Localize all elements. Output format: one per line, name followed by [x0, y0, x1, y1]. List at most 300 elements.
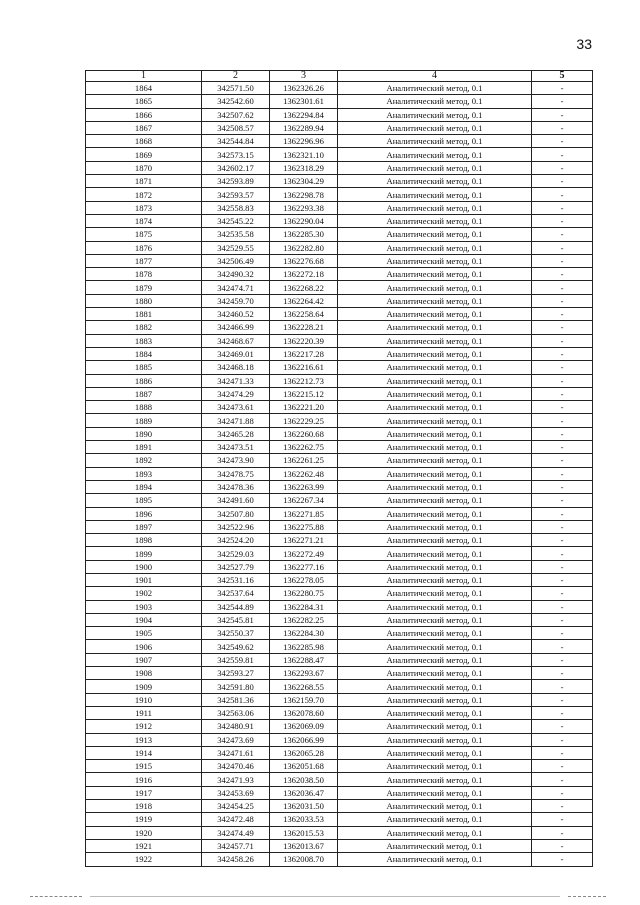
- cell-x-coordinate: 342507.80: [202, 507, 270, 520]
- cell-y-coordinate: 1362278.05: [270, 573, 338, 586]
- cell-col5: -: [532, 547, 593, 560]
- cell-method: Аналитический метод, 0.1: [338, 454, 532, 467]
- cell-col5: -: [532, 374, 593, 387]
- cell-x-coordinate: 342470.46: [202, 760, 270, 773]
- cell-method: Аналитический метод, 0.1: [338, 853, 532, 866]
- table-row: [86, 680, 593, 693]
- cell-x-coordinate: 342480.91: [202, 720, 270, 733]
- column-header-point-number: 1: [86, 71, 202, 82]
- cell-y-coordinate: 1362290.04: [270, 214, 338, 227]
- cell-col5: -: [532, 427, 593, 440]
- table-row: [86, 480, 593, 493]
- table-row: [86, 294, 593, 307]
- cell-method: Аналитический метод, 0.1: [338, 108, 532, 121]
- table-row: [86, 547, 593, 560]
- cell-y-coordinate: 1362220.39: [270, 334, 338, 347]
- cell-col5: -: [532, 148, 593, 161]
- cell-method: Аналитический метод, 0.1: [338, 467, 532, 480]
- table-row: [86, 161, 593, 174]
- cell-y-coordinate: 1362065.28: [270, 746, 338, 759]
- cell-y-coordinate: 1362216.61: [270, 361, 338, 374]
- cell-point-number: 1869: [86, 148, 202, 161]
- table-row: [86, 800, 593, 813]
- cell-point-number: 1883: [86, 334, 202, 347]
- table-row: [86, 587, 593, 600]
- cell-col5: -: [532, 387, 593, 400]
- table-row: [86, 281, 593, 294]
- column-header-y: 3: [270, 71, 338, 82]
- cell-x-coordinate: 342457.71: [202, 839, 270, 852]
- cell-x-coordinate: 342478.75: [202, 467, 270, 480]
- cell-x-coordinate: 342559.81: [202, 653, 270, 666]
- column-header-x: 2: [202, 71, 270, 82]
- cell-point-number: 1897: [86, 520, 202, 533]
- cell-x-coordinate: 342506.49: [202, 254, 270, 267]
- cell-y-coordinate: 1362272.18: [270, 268, 338, 281]
- cell-col5: -: [532, 414, 593, 427]
- cell-method: Аналитический метод, 0.1: [338, 308, 532, 321]
- cell-x-coordinate: 342468.18: [202, 361, 270, 374]
- cell-x-coordinate: 342472.48: [202, 813, 270, 826]
- cell-point-number: 1868: [86, 135, 202, 148]
- cell-y-coordinate: 1362228.21: [270, 321, 338, 334]
- table-row: [86, 454, 593, 467]
- cell-y-coordinate: 1362033.53: [270, 813, 338, 826]
- table-row: [86, 361, 593, 374]
- cell-point-number: 1917: [86, 786, 202, 799]
- cell-point-number: 1867: [86, 121, 202, 134]
- cell-col5: -: [532, 853, 593, 866]
- cell-point-number: 1922: [86, 853, 202, 866]
- cell-x-coordinate: 342459.70: [202, 294, 270, 307]
- cell-y-coordinate: 1362038.50: [270, 773, 338, 786]
- cell-col5: -: [532, 308, 593, 321]
- cell-point-number: 1890: [86, 427, 202, 440]
- cell-col5: -: [532, 241, 593, 254]
- cell-point-number: 1911: [86, 706, 202, 719]
- cell-x-coordinate: 342563.06: [202, 706, 270, 719]
- cell-x-coordinate: 342593.89: [202, 175, 270, 188]
- cell-y-coordinate: 1362015.53: [270, 826, 338, 839]
- cell-col5: -: [532, 188, 593, 201]
- cell-y-coordinate: 1362212.73: [270, 374, 338, 387]
- cell-point-number: 1903: [86, 600, 202, 613]
- cell-y-coordinate: 1362031.50: [270, 800, 338, 813]
- cell-x-coordinate: 342474.29: [202, 387, 270, 400]
- cell-x-coordinate: 342474.49: [202, 826, 270, 839]
- table-row: [86, 640, 593, 653]
- cell-point-number: 1895: [86, 494, 202, 507]
- cell-point-number: 1874: [86, 214, 202, 227]
- cell-method: Аналитический метод, 0.1: [338, 786, 532, 799]
- cell-x-coordinate: 342544.84: [202, 135, 270, 148]
- cell-x-coordinate: 342527.79: [202, 560, 270, 573]
- table-row: [86, 573, 593, 586]
- cell-col5: -: [532, 680, 593, 693]
- cell-col5: -: [532, 321, 593, 334]
- cell-point-number: 1906: [86, 640, 202, 653]
- cell-point-number: 1912: [86, 720, 202, 733]
- cell-y-coordinate: 1362285.30: [270, 228, 338, 241]
- footer-line: [90, 896, 560, 897]
- cell-point-number: 1896: [86, 507, 202, 520]
- cell-point-number: 1885: [86, 361, 202, 374]
- cell-method: Аналитический метод, 0.1: [338, 733, 532, 746]
- cell-point-number: 1882: [86, 321, 202, 334]
- cell-y-coordinate: 1362294.84: [270, 108, 338, 121]
- cell-y-coordinate: 1362304.29: [270, 175, 338, 188]
- table-row: [86, 813, 593, 826]
- cell-y-coordinate: 1362267.34: [270, 494, 338, 507]
- cell-point-number: 1888: [86, 401, 202, 414]
- footer-line: [568, 896, 606, 897]
- cell-col5: -: [532, 653, 593, 666]
- table-row: [86, 414, 593, 427]
- cell-col5: -: [532, 587, 593, 600]
- cell-x-coordinate: 342453.69: [202, 786, 270, 799]
- cell-y-coordinate: 1362301.61: [270, 95, 338, 108]
- cell-point-number: 1908: [86, 667, 202, 680]
- cell-y-coordinate: 1362326.26: [270, 82, 338, 95]
- cell-col5: -: [532, 441, 593, 454]
- cell-method: Аналитический метод, 0.1: [338, 494, 532, 507]
- cell-method: Аналитический метод, 0.1: [338, 161, 532, 174]
- cell-point-number: 1877: [86, 254, 202, 267]
- cell-x-coordinate: 342478.36: [202, 480, 270, 493]
- cell-method: Аналитический метод, 0.1: [338, 95, 532, 108]
- cell-col5: -: [532, 401, 593, 414]
- cell-col5: -: [532, 600, 593, 613]
- cell-col5: -: [532, 720, 593, 733]
- table-row: [86, 653, 593, 666]
- cell-point-number: 1881: [86, 308, 202, 321]
- table-row: [86, 839, 593, 852]
- cell-method: Аналитический метод, 0.1: [338, 441, 532, 454]
- cell-y-coordinate: 1362271.85: [270, 507, 338, 520]
- cell-y-coordinate: 1362285.98: [270, 640, 338, 653]
- table-row: [86, 467, 593, 480]
- cell-point-number: 1876: [86, 241, 202, 254]
- cell-method: Аналитический метод, 0.1: [338, 680, 532, 693]
- table-row: [86, 321, 593, 334]
- cell-x-coordinate: 342529.55: [202, 241, 270, 254]
- cell-x-coordinate: 342468.67: [202, 334, 270, 347]
- cell-point-number: 1902: [86, 587, 202, 600]
- cell-col5: -: [532, 334, 593, 347]
- cell-point-number: 1909: [86, 680, 202, 693]
- cell-col5: -: [532, 560, 593, 573]
- cell-method: Аналитический метод, 0.1: [338, 214, 532, 227]
- cell-method: Аналитический метод, 0.1: [338, 760, 532, 773]
- cell-y-coordinate: 1362288.47: [270, 653, 338, 666]
- cell-x-coordinate: 342469.01: [202, 347, 270, 360]
- cell-x-coordinate: 342508.57: [202, 121, 270, 134]
- table-row: [86, 82, 593, 95]
- table-row: [86, 613, 593, 626]
- table-row: [86, 387, 593, 400]
- page-number: 33: [576, 36, 592, 52]
- cell-col5: -: [532, 201, 593, 214]
- table-row: [86, 201, 593, 214]
- cell-col5: -: [532, 520, 593, 533]
- cell-point-number: 1872: [86, 188, 202, 201]
- cell-y-coordinate: 1362284.30: [270, 627, 338, 640]
- cell-y-coordinate: 1362013.67: [270, 839, 338, 852]
- cell-method: Аналитический метод, 0.1: [338, 188, 532, 201]
- table-row: [86, 520, 593, 533]
- table-row: [86, 148, 593, 161]
- cell-point-number: 1878: [86, 268, 202, 281]
- cell-col5: -: [532, 467, 593, 480]
- cell-x-coordinate: 342545.81: [202, 613, 270, 626]
- cell-method: Аналитический метод, 0.1: [338, 241, 532, 254]
- cell-method: Аналитический метод, 0.1: [338, 653, 532, 666]
- cell-point-number: 1870: [86, 161, 202, 174]
- cell-point-number: 1916: [86, 773, 202, 786]
- table-row: [86, 441, 593, 454]
- table-row: [86, 746, 593, 759]
- cell-method: Аналитический метод, 0.1: [338, 640, 532, 653]
- table-row: [86, 786, 593, 799]
- cell-method: Аналитический метод, 0.1: [338, 813, 532, 826]
- table-row: [86, 401, 593, 414]
- cell-x-coordinate: 342545.22: [202, 214, 270, 227]
- table-row: [86, 733, 593, 746]
- cell-method: Аналитический метод, 0.1: [338, 507, 532, 520]
- cell-method: Аналитический метод, 0.1: [338, 374, 532, 387]
- cell-col5: -: [532, 786, 593, 799]
- cell-point-number: 1899: [86, 547, 202, 560]
- cell-method: Аналитический метод, 0.1: [338, 573, 532, 586]
- cell-point-number: 1913: [86, 733, 202, 746]
- cell-method: Аналитический метод, 0.1: [338, 387, 532, 400]
- cell-x-coordinate: 342507.62: [202, 108, 270, 121]
- cell-method: Аналитический метод, 0.1: [338, 254, 532, 267]
- cell-y-coordinate: 1362318.29: [270, 161, 338, 174]
- cell-y-coordinate: 1362271.21: [270, 534, 338, 547]
- cell-y-coordinate: 1362262.75: [270, 441, 338, 454]
- cell-point-number: 1887: [86, 387, 202, 400]
- cell-method: Аналитический метод, 0.1: [338, 547, 532, 560]
- table-row: [86, 254, 593, 267]
- cell-y-coordinate: 1362260.68: [270, 427, 338, 440]
- cell-point-number: 1900: [86, 560, 202, 573]
- cell-col5: -: [532, 281, 593, 294]
- cell-method: Аналитический метод, 0.1: [338, 427, 532, 440]
- footer-line: [30, 896, 82, 897]
- cell-col5: -: [532, 667, 593, 680]
- cell-method: Аналитический метод, 0.1: [338, 334, 532, 347]
- cell-col5: -: [532, 454, 593, 467]
- cell-method: Аналитический метод, 0.1: [338, 560, 532, 573]
- cell-y-coordinate: 1362217.28: [270, 347, 338, 360]
- cell-method: Аналитический метод, 0.1: [338, 148, 532, 161]
- cell-col5: -: [532, 507, 593, 520]
- cell-method: Аналитический метод, 0.1: [338, 414, 532, 427]
- cell-y-coordinate: 1362272.49: [270, 547, 338, 560]
- cell-col5: -: [532, 693, 593, 706]
- table-row: [86, 95, 593, 108]
- table-row: [86, 853, 593, 866]
- cell-point-number: 1901: [86, 573, 202, 586]
- table-row: [86, 241, 593, 254]
- cell-y-coordinate: 1362229.25: [270, 414, 338, 427]
- cell-col5: -: [532, 746, 593, 759]
- cell-x-coordinate: 342549.62: [202, 640, 270, 653]
- cell-col5: -: [532, 773, 593, 786]
- cell-col5: -: [532, 494, 593, 507]
- cell-y-coordinate: 1362268.22: [270, 281, 338, 294]
- cell-method: Аналитический метод, 0.1: [338, 706, 532, 719]
- cell-point-number: 1918: [86, 800, 202, 813]
- cell-y-coordinate: 1362221.20: [270, 401, 338, 414]
- cell-y-coordinate: 1362078.60: [270, 706, 338, 719]
- cell-method: Аналитический метод, 0.1: [338, 401, 532, 414]
- cell-col5: -: [532, 813, 593, 826]
- cell-method: Аналитический метод, 0.1: [338, 201, 532, 214]
- cell-x-coordinate: 342591.80: [202, 680, 270, 693]
- cell-y-coordinate: 1362293.67: [270, 667, 338, 680]
- cell-point-number: 1894: [86, 480, 202, 493]
- cell-method: Аналитический метод, 0.1: [338, 480, 532, 493]
- cell-method: Аналитический метод, 0.1: [338, 667, 532, 680]
- cell-point-number: 1865: [86, 95, 202, 108]
- cell-method: Аналитический метод, 0.1: [338, 600, 532, 613]
- cell-x-coordinate: 342522.96: [202, 520, 270, 533]
- cell-y-coordinate: 1362282.25: [270, 613, 338, 626]
- cell-y-coordinate: 1362280.75: [270, 587, 338, 600]
- table-row: [86, 667, 593, 680]
- table-row: [86, 826, 593, 839]
- cell-point-number: 1893: [86, 467, 202, 480]
- cell-point-number: 1914: [86, 746, 202, 759]
- table-row: [86, 507, 593, 520]
- cell-col5: -: [532, 268, 593, 281]
- cell-x-coordinate: 342531.16: [202, 573, 270, 586]
- table-row: [86, 214, 593, 227]
- cell-method: Аналитический метод, 0.1: [338, 82, 532, 95]
- cell-col5: -: [532, 613, 593, 626]
- cell-point-number: 1921: [86, 839, 202, 852]
- cell-x-coordinate: 342471.93: [202, 773, 270, 786]
- cell-col5: -: [532, 706, 593, 719]
- cell-y-coordinate: 1362008.70: [270, 853, 338, 866]
- cell-method: Аналитический метод, 0.1: [338, 121, 532, 134]
- cell-col5: -: [532, 214, 593, 227]
- cell-y-coordinate: 1362276.68: [270, 254, 338, 267]
- cell-point-number: 1907: [86, 653, 202, 666]
- cell-y-coordinate: 1362293.38: [270, 201, 338, 214]
- table-row: [86, 108, 593, 121]
- cell-y-coordinate: 1362159.70: [270, 693, 338, 706]
- table-row: [86, 720, 593, 733]
- cell-y-coordinate: 1362289.94: [270, 121, 338, 134]
- cell-point-number: 1864: [86, 82, 202, 95]
- cell-x-coordinate: 342593.27: [202, 667, 270, 680]
- cell-y-coordinate: 1362069.09: [270, 720, 338, 733]
- cell-point-number: 1898: [86, 534, 202, 547]
- cell-method: Аналитический метод, 0.1: [338, 175, 532, 188]
- table-row: [86, 600, 593, 613]
- cell-point-number: 1910: [86, 693, 202, 706]
- cell-x-coordinate: 342529.03: [202, 547, 270, 560]
- cell-col5: -: [532, 839, 593, 852]
- table-row: [86, 560, 593, 573]
- cell-point-number: 1866: [86, 108, 202, 121]
- cell-method: Аналитический метод, 0.1: [338, 800, 532, 813]
- cell-x-coordinate: 342593.57: [202, 188, 270, 201]
- cell-method: Аналитический метод, 0.1: [338, 520, 532, 533]
- cell-method: Аналитический метод, 0.1: [338, 587, 532, 600]
- cell-col5: -: [532, 800, 593, 813]
- table-row: [86, 188, 593, 201]
- table-row: [86, 427, 593, 440]
- cell-x-coordinate: 342537.64: [202, 587, 270, 600]
- cell-point-number: 1886: [86, 374, 202, 387]
- cell-x-coordinate: 342491.60: [202, 494, 270, 507]
- cell-method: Аналитический метод, 0.1: [338, 720, 532, 733]
- cell-method: Аналитический метод, 0.1: [338, 693, 532, 706]
- cell-col5: -: [532, 640, 593, 653]
- cell-x-coordinate: 342471.33: [202, 374, 270, 387]
- table-row: [86, 706, 593, 719]
- cell-x-coordinate: 342524.20: [202, 534, 270, 547]
- column-header-col5: 5: [532, 71, 593, 82]
- table-row: [86, 334, 593, 347]
- table-row: [86, 760, 593, 773]
- cell-col5: -: [532, 733, 593, 746]
- cell-y-coordinate: 1362268.55: [270, 680, 338, 693]
- table-body: [86, 82, 593, 867]
- cell-point-number: 1915: [86, 760, 202, 773]
- cell-point-number: 1871: [86, 175, 202, 188]
- cell-x-coordinate: 342473.51: [202, 441, 270, 454]
- cell-x-coordinate: 342571.50: [202, 82, 270, 95]
- cell-x-coordinate: 342474.71: [202, 281, 270, 294]
- table-row: [86, 175, 593, 188]
- cell-col5: -: [532, 361, 593, 374]
- cell-x-coordinate: 342490.32: [202, 268, 270, 281]
- table-row: [86, 308, 593, 321]
- cell-x-coordinate: 342573.15: [202, 148, 270, 161]
- cell-col5: -: [532, 294, 593, 307]
- cell-col5: -: [532, 135, 593, 148]
- cell-x-coordinate: 342466.99: [202, 321, 270, 334]
- cell-x-coordinate: 342542.60: [202, 95, 270, 108]
- cell-x-coordinate: 342550.37: [202, 627, 270, 640]
- cell-x-coordinate: 342544.89: [202, 600, 270, 613]
- cell-col5: -: [532, 254, 593, 267]
- cell-point-number: 1879: [86, 281, 202, 294]
- cell-x-coordinate: 342471.88: [202, 414, 270, 427]
- table-row: [86, 374, 593, 387]
- cell-y-coordinate: 1362262.48: [270, 467, 338, 480]
- cell-y-coordinate: 1362051.68: [270, 760, 338, 773]
- table-row: [86, 347, 593, 360]
- cell-col5: -: [532, 826, 593, 839]
- cell-col5: -: [532, 534, 593, 547]
- cell-method: Аналитический метод, 0.1: [338, 773, 532, 786]
- cell-method: Аналитический метод, 0.1: [338, 826, 532, 839]
- coordinates-table: [85, 70, 593, 867]
- cell-x-coordinate: 342471.61: [202, 746, 270, 759]
- cell-x-coordinate: 342460.52: [202, 308, 270, 321]
- cell-col5: -: [532, 228, 593, 241]
- cell-point-number: 1904: [86, 613, 202, 626]
- cell-x-coordinate: 342535.58: [202, 228, 270, 241]
- cell-x-coordinate: 342558.83: [202, 201, 270, 214]
- table-row: [86, 693, 593, 706]
